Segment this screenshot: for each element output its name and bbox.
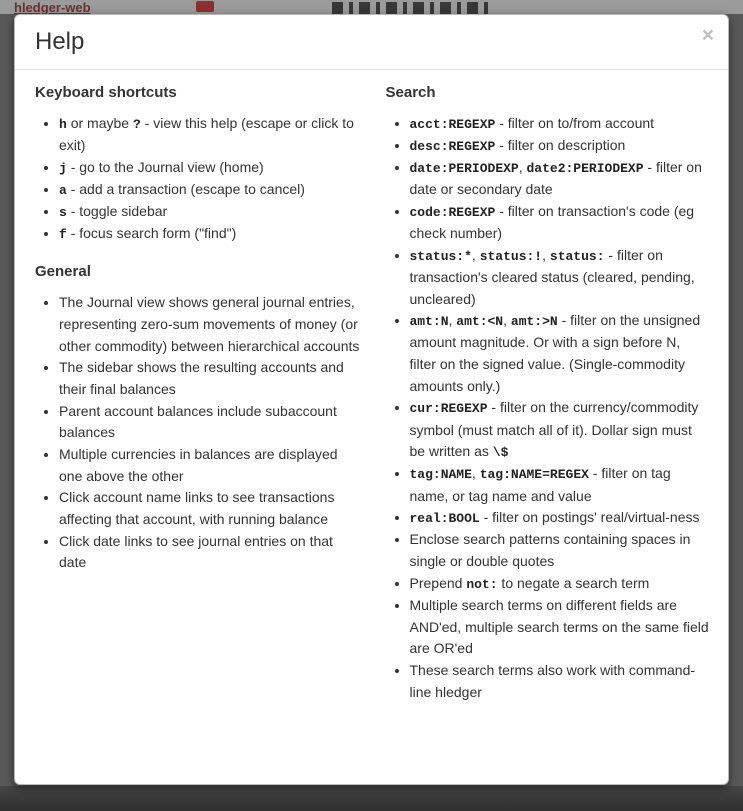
close-icon[interactable]: ×	[701, 24, 714, 47]
list-item	[59, 157, 360, 179]
text-segment: - filter on the unsigned amount magnitude. Or with a sign before N, filter on the signed value. (Single-commodity amounts only.)	[409, 312, 701, 394]
list-item	[410, 397, 711, 463]
code-term: acct:REGEXP	[409, 116, 496, 132]
help-list	[33, 292, 360, 574]
text-segment: - go to the Journal view (home)	[66, 158, 264, 175]
text-segment: Enclose search patterns containing spaces in single or double quotes	[409, 531, 691, 570]
text-segment: ,	[448, 312, 457, 329]
code-term: code:REGEXP	[409, 204, 496, 220]
dimmed-page-top	[0, 0, 743, 14]
modal-header	[15, 15, 728, 70]
code-term: h	[59, 116, 67, 132]
code-term: status:	[549, 248, 605, 264]
text-segment: The sidebar shows the resulting accounts and their final balances	[59, 359, 344, 397]
list-item	[410, 113, 711, 135]
list-item	[410, 529, 711, 572]
list-item	[410, 507, 711, 529]
text-segment: or maybe	[66, 114, 133, 131]
list-item	[59, 401, 360, 444]
text-segment: - filter on transaction's cleared status (cleared, pending, uncleared)	[409, 246, 695, 307]
text-segment: ,	[518, 159, 527, 176]
text-segment: The Journal view shows general journal entries, representing zero-sum movements of money (or other commodity) between hierarchical accounts	[59, 294, 360, 354]
code-term: \$	[492, 445, 509, 461]
section-heading: General	[35, 263, 91, 281]
list-item	[59, 487, 360, 530]
code-term: date2:PERIODEXP	[526, 161, 644, 177]
list-item	[410, 463, 711, 507]
text-segment: These search terms also work with command-line hledger	[409, 661, 696, 700]
list-item	[410, 135, 711, 157]
list-item	[59, 531, 360, 574]
modal-body	[15, 70, 728, 742]
text-segment: ,	[471, 246, 480, 263]
code-term: a	[59, 182, 67, 198]
dimmed-page-bottom	[0, 786, 743, 811]
code-term: amt:>N	[510, 314, 558, 330]
text-segment: - filter on date or secondary date	[409, 159, 702, 198]
list-item	[59, 292, 360, 357]
page-title-fragment	[332, 2, 490, 14]
text-segment: - focus search form ("find")	[66, 225, 237, 242]
list-item	[59, 179, 360, 201]
code-term: tag:NAME	[409, 467, 472, 483]
list-item	[410, 310, 711, 397]
text-segment: Parent account balances include subaccount balances	[59, 402, 337, 441]
list-item	[410, 245, 711, 311]
list-item	[410, 573, 711, 595]
code-term: desc:REGEXP	[409, 138, 496, 154]
code-term: not:	[466, 576, 498, 592]
list-item	[59, 357, 360, 400]
list-item	[59, 113, 360, 157]
text-segment: - filter on to/from account	[495, 114, 655, 131]
list-item	[59, 444, 360, 487]
page-red-fragment	[196, 1, 214, 12]
text-segment: ,	[542, 246, 550, 263]
text-segment: Prepend	[409, 574, 467, 591]
code-term: cur:REGEXP	[409, 401, 488, 417]
text-segment: Click date links to see journal entries on that date	[59, 532, 333, 571]
text-segment: - filter on description	[495, 136, 626, 153]
list-item	[410, 157, 711, 201]
list-item	[59, 223, 360, 245]
help-list	[384, 113, 711, 704]
help-column-right	[372, 82, 723, 722]
code-term: ?	[132, 116, 141, 132]
code-term: real:BOOL	[409, 511, 480, 527]
text-segment: - filter on postings' real/virtual-ness	[479, 509, 700, 526]
section-heading: Search	[385, 83, 436, 101]
code-term: status:!	[479, 248, 543, 264]
code-term: f	[59, 227, 67, 243]
code-term: date:PERIODEXP	[409, 161, 519, 177]
list-item	[410, 660, 711, 703]
code-term: status:*	[409, 248, 472, 264]
section-heading: Keyboard shortcuts	[35, 83, 177, 101]
text-segment: - toggle sidebar	[66, 202, 168, 219]
code-term: amt:N	[409, 314, 449, 330]
brand-link: hledger-web	[14, 0, 91, 14]
list-item	[59, 201, 360, 223]
text-segment: - filter on the currency/commodity symbol (must match all of it). Dollar sign must be written as	[409, 399, 699, 460]
text-segment: Click account name links to see transactions affecting that account, with running balance	[59, 489, 335, 528]
text-segment: - filter on tag name, or tag name and value	[409, 465, 671, 504]
code-term: amt:<N	[456, 314, 504, 330]
text-segment: to negate a search term	[497, 574, 650, 591]
code-term: j	[59, 160, 67, 176]
code-term: tag:NAME=REGEX	[479, 467, 589, 483]
help-column-left	[21, 82, 372, 592]
modal-title: Help	[35, 28, 85, 55]
help-list	[33, 113, 360, 245]
text-segment: - filter on transaction's code (eg check number)	[409, 202, 695, 242]
text-segment: - add a transaction (escape to cancel)	[66, 180, 305, 197]
text-segment: - view this help (escape or click to exit)	[59, 114, 354, 153]
list-item	[410, 595, 711, 660]
help-modal	[14, 14, 729, 785]
text-segment: ,	[471, 465, 480, 482]
code-term: s	[59, 204, 67, 220]
list-item	[410, 201, 711, 245]
text-segment: Multiple currencies in balances are displayed one above the other	[59, 446, 338, 484]
text-segment: Multiple search terms on different fields are AND'ed, multiple search terms on the same field are OR'ed	[409, 596, 709, 657]
text-segment: ,	[503, 312, 511, 329]
